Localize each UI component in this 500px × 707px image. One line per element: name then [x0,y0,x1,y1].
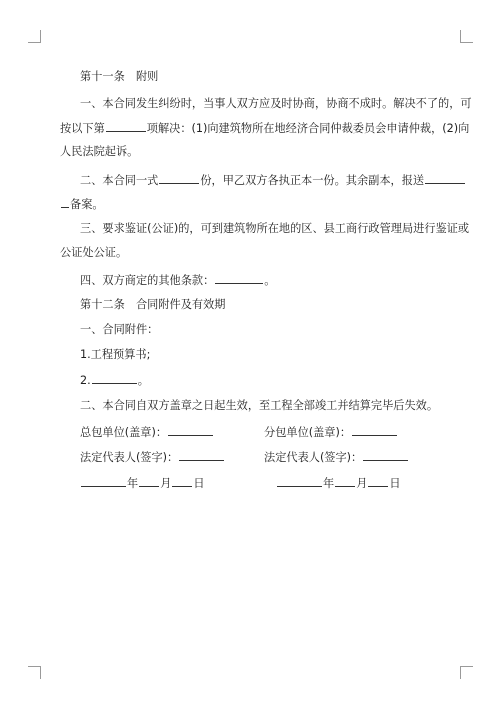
left-month-label: 月 [160,477,172,490]
right-day-blank [368,476,388,487]
right-unit-blank [352,425,397,436]
crop-mark-top-left [28,30,41,43]
para-2-suffix: 份，甲乙双方各执正本一份。其余副本，报送 [200,174,425,187]
crop-mark-bottom-left [28,666,41,679]
para-2-end: 备案。 [70,198,104,211]
left-day-blank [172,476,192,487]
left-day-label: 日 [193,477,205,490]
article-11-para-3-line-2: 公证处公证。 [60,246,128,259]
crop-mark-bottom-right [460,666,473,679]
left-rep-blank [179,450,224,461]
attachment-item-2 [80,373,149,388]
attachment-item-1: 1.工程预算书; [80,348,151,361]
crop-mark-top-right [460,30,473,43]
article-11-para-4 [80,273,275,288]
left-unit-label: 总包单位(盖章)： [80,426,168,439]
para-4-prefix: 四、双方商定的其他条款： [80,274,215,287]
article-11-para-1-line-1: 一、本合同发生纠纷时，当事人双方应及时协商，协商不成时。解决不了的，可 [80,97,472,110]
filing-agency-blank [425,173,465,184]
attachment-2-blank [92,373,137,384]
right-rep-label: 法定代表人(签字)： [264,451,363,464]
para-1-suffix: 项解决：(1)向建筑物所在地经济合同仲裁委员会申请仲裁，(2)向 [146,122,470,135]
para-2-prefix: 二、本合同一式 [80,174,159,187]
item-2-end: 。 [137,374,149,387]
right-year-label: 年 [323,477,335,490]
article-12-para-2: 二、本合同自双方盖章之日起生效，至工程全部竣工并结算完毕后失效。 [80,399,439,412]
left-rep-label: 法定代表人(签字)： [80,451,179,464]
right-rep-blank [363,450,408,461]
left-unit-line [80,425,214,440]
article-12-para-1: 一、合同附件： [80,323,159,336]
option-blank [106,121,146,132]
article-11-para-2-line-1 [80,173,466,188]
left-month-blank [139,476,159,487]
left-year-label: 年 [127,477,139,490]
right-month-blank [335,476,355,487]
article-11-title: 第十一条 附则 [80,70,159,83]
copies-blank [159,173,199,184]
left-rep-line [80,450,225,465]
right-rep-line [264,450,409,465]
left-unit-blank [168,425,213,436]
article-11-para-2-line-2 [60,197,104,212]
right-month-label: 月 [356,477,368,490]
article-11-para-1-line-3: 人民法院起诉。 [60,145,139,158]
article-12-title: 第十二条 合同附件及有效期 [80,298,226,311]
left-year-blank [81,476,126,487]
other-terms-blank [215,273,263,284]
para-4-end: 。 [264,274,276,287]
right-year-blank [277,476,322,487]
article-11-para-3-line-1: 三、要求鉴证(公证)的，可到建筑物所在地的区、县工商行政管理局进行鉴证或 [80,222,470,235]
right-date-line [276,476,401,491]
right-day-label: 日 [389,477,401,490]
right-unit-line [264,425,398,440]
filing-agency-blank-cont [61,197,69,208]
article-11-para-1-line-2 [60,121,469,136]
item-2-number: 2. [80,374,91,387]
left-date-line [80,476,205,491]
right-unit-label: 分包单位(盖章)： [264,426,352,439]
para-1-prefix: 按以下第 [60,122,105,135]
